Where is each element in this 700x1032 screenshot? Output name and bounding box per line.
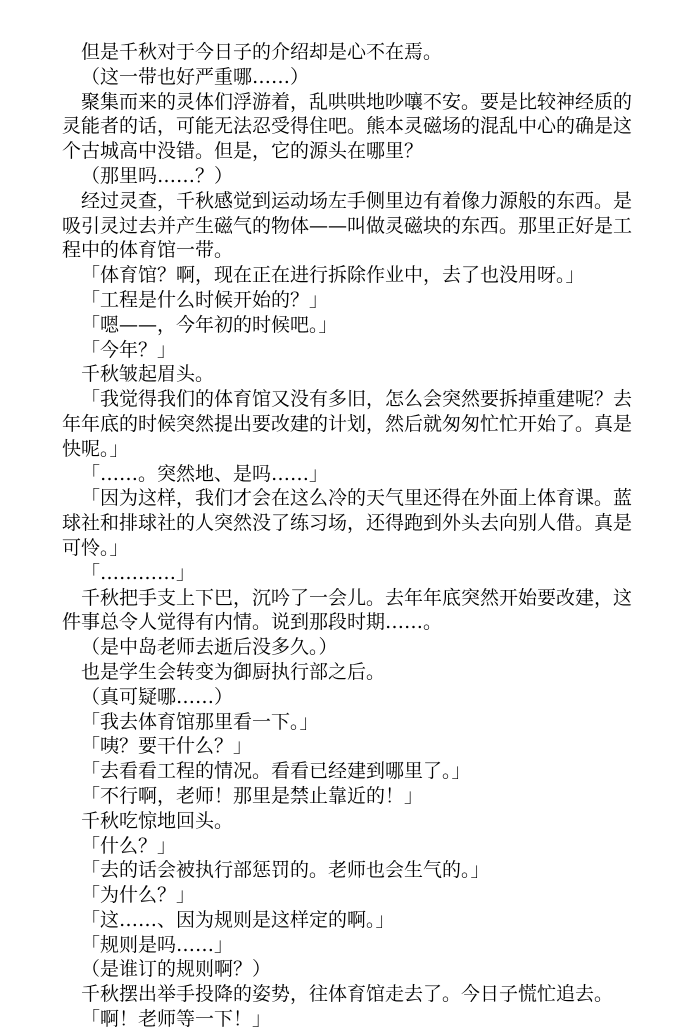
- paragraph: （真可疑哪……）: [81, 685, 234, 708]
- paragraph: 「因为这样，我们才会在这么冷的天气里还得在外面上体育课。蓝球社和排球社的人突然没了练习场，还得跑到外头去向别人借。真是可怜。」: [62, 487, 633, 559]
- paragraph: 「嗯——，今年初的时候吧。」: [81, 313, 338, 336]
- paragraph: 「今年？」: [81, 338, 177, 361]
- paragraph: 「咦？要干什么？」: [81, 735, 253, 758]
- paragraph: 「工程是什么时候开始的？」: [81, 288, 329, 311]
- paragraph: 也是学生会转变为御厨执行部之后。: [81, 660, 386, 683]
- document-page: [62, 40, 634, 1032]
- paragraph: 「为什么？」: [81, 884, 196, 907]
- paragraph: 「什么？」: [81, 834, 177, 857]
- paragraph: （那里吗……？）: [81, 164, 234, 187]
- paragraph: 但是千秋对于今日子的介绍却是心不在焉。: [81, 41, 443, 63]
- paragraph: 「去看看工程的情况。看看已经建到哪里了。」: [81, 760, 471, 783]
- paragraph: 千秋吃惊地回头。: [81, 809, 234, 832]
- paragraph: 「啊！老师等一下！」: [81, 1008, 272, 1031]
- paragraph: 「我去体育馆那里看一下。」: [81, 710, 319, 733]
- paragraph: 「…………」: [81, 561, 196, 584]
- paragraph: 「这……、因为规则是这样定的啊。」: [81, 908, 395, 931]
- paragraph: 千秋皱起眉头。: [81, 363, 215, 386]
- paragraph: 千秋把手支上下巴，沉吟了一会儿。去年年底突然开始要改建，这件事总令人觉得有内情。说到那段时期……。: [62, 586, 633, 634]
- paragraph: 千秋摆出举手投降的姿势，往体育馆走去了。今日子慌忙追去。: [81, 983, 614, 1006]
- paragraph: 「体育馆？啊，现在正在进行拆除作业中，去了也没用呀。」: [81, 264, 585, 287]
- paragraph: （这一带也好严重哪……）: [81, 65, 310, 88]
- paragraph: 「去的话会被执行部惩罚的。老师也会生气的。」: [81, 859, 490, 882]
- paragraph: 「……。突然地、是吗……」: [81, 462, 329, 485]
- paragraph: （是谁订的规则啊？）: [81, 958, 272, 981]
- paragraph: 经过灵查，千秋感觉到运动场左手侧里边有着像力源般的东西。是吸引灵过去并产生磁气的物体——叫做灵磁块的东西。那里正好是工程中的体育馆一带。: [62, 189, 633, 262]
- paragraph: （是中岛老师去逝后没多久。）: [81, 636, 338, 659]
- paragraph: 「规则是吗……」: [81, 933, 234, 956]
- paragraph: 「我觉得我们的体育馆又没有多旧，怎么会突然要拆掉重建呢？去年年底的时候突然提出要改建的计划，然后就匆匆忙忙开始了。真是快呢。」: [62, 388, 633, 460]
- paragraph: 「不行啊，老师！那里是禁止靠近的！」: [81, 784, 424, 807]
- paragraph: 聚集而来的灵体们浮游着，乱哄哄地吵嚷不安。要是比较神经质的灵能者的话，可能无法忍受得住吧。熊本灵磁场的混乱中心的确是这个古城高中没错。但是，它的源头在哪里？: [62, 90, 633, 163]
